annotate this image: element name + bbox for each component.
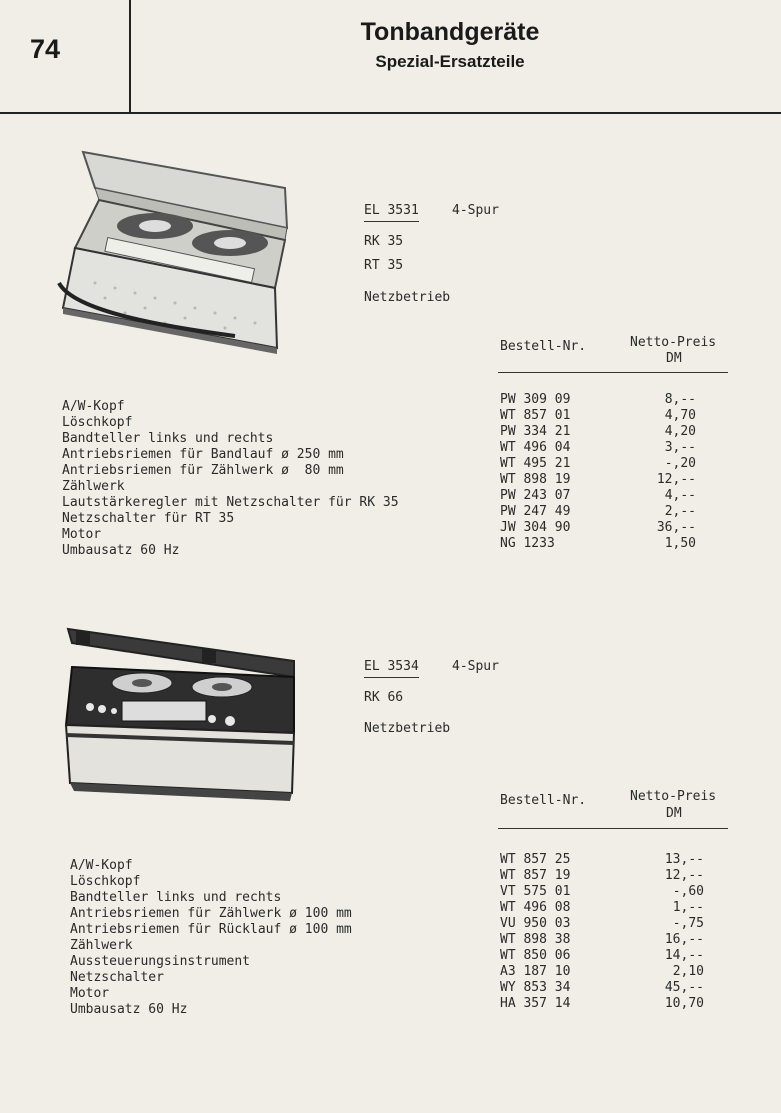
price: 3,-- [664,440,696,455]
tape-recorder-el3531-image [55,148,295,358]
order-number: PW 334 21 [500,424,571,439]
part-name: Antriebsriemen für Bandlauf ø 250 mm [62,447,344,462]
price: 1,50 [664,536,696,551]
part-name: Umbausatz 60 Hz [62,543,180,558]
order-number-header: Bestell-Nr. [500,339,587,354]
price: 2,10 [672,964,704,979]
order-number: WT 495 21 [500,456,571,471]
price: 16,-- [664,932,704,947]
price: 4,-- [664,488,696,503]
parts-list [70,858,352,1018]
model-variant: RK 66 [364,690,404,705]
price-list [620,392,696,552]
part-name: Motor [62,527,102,542]
part-name: Netzschalter für RT 35 [62,511,235,526]
track-type: 4-Spur [452,203,499,218]
part-name: Bandteller links und rechts [62,431,274,446]
order-number: NG 1233 [500,536,555,551]
part-name: Lautstärkeregler mit Netzschalter für RK 35 [62,495,399,510]
price: 4,70 [664,408,696,423]
price: -,20 [664,456,696,471]
tape-recorder-el3534-image [62,625,302,810]
parts-list [62,399,399,559]
page-subtitle: Spezial-Ersatzteile [375,52,525,71]
table-rule [498,828,728,829]
power-type: Netzbetrieb [364,721,451,736]
part-name: Bandteller links und rechts [70,890,282,905]
order-number: WT 496 04 [500,440,571,455]
part-name: Zählwerk [62,479,125,494]
order-number: WT 857 25 [500,852,571,867]
order-number: A3 187 10 [500,964,571,979]
price: 2,-- [664,504,696,519]
price: 14,-- [664,948,704,963]
table-rule [498,372,728,373]
currency-header: DM [666,806,682,821]
header-column-divider [129,0,131,113]
order-number: JW 304 90 [500,520,571,535]
order-number: WT 496 08 [500,900,571,915]
header-divider [0,112,781,114]
net-price-header: Netto-Preis [630,335,717,350]
order-number: PW 309 09 [500,392,571,407]
part-name: Löschkopf [70,874,141,889]
order-number-list [500,392,570,552]
part-name: Aussteuerungsinstrument [70,954,251,969]
part-name: Zählwerk [70,938,133,953]
model-variant: RT 35 [364,258,404,273]
order-number: WT 857 01 [500,408,571,423]
price-list [628,852,704,1012]
price: 13,-- [664,852,704,867]
part-name: A/W-Kopf [70,858,133,873]
order-number: HA 357 14 [500,996,571,1011]
order-number: VT 575 01 [500,884,571,899]
price: 36,-- [656,520,696,535]
price: 12,-- [664,868,704,883]
model-number: EL 3531 [364,203,419,222]
order-number: VU 950 03 [500,916,571,931]
part-name: Antriebsriemen für Rücklauf ø 100 mm [70,922,352,937]
order-number: WT 898 38 [500,932,571,947]
price: 45,-- [664,980,704,995]
power-type: Netzbetrieb [364,290,451,305]
part-name: A/W-Kopf [62,399,125,414]
part-name: Löschkopf [62,415,133,430]
track-type: 4-Spur [452,659,499,674]
page-number: 74 [30,34,61,64]
part-name: Umbausatz 60 Hz [70,1002,188,1017]
order-number: WY 853 34 [500,980,571,995]
price: 4,20 [664,424,696,439]
part-name: Motor [70,986,110,1001]
order-number: PW 247 49 [500,504,571,519]
price: -,75 [672,916,704,931]
price: 1,-- [672,900,704,915]
price: -,60 [672,884,704,899]
order-number-header: Bestell-Nr. [500,793,587,808]
order-number: WT 898 19 [500,472,571,487]
part-name: Antriebsriemen für Zählwerk ø 80 mm [62,463,344,478]
part-name: Antriebsriemen für Zählwerk ø 100 mm [70,906,352,921]
model-variant: RK 35 [364,234,404,249]
price: 10,70 [664,996,704,1011]
order-number: WT 857 19 [500,868,571,883]
part-name: Netzschalter [70,970,164,985]
order-number: PW 243 07 [500,488,571,503]
net-price-header: Netto-Preis [630,789,717,804]
page-title: Tonbandgeräte [360,18,540,46]
model-number: EL 3534 [364,659,419,678]
price: 12,-- [656,472,696,487]
currency-header: DM [666,351,682,366]
price: 8,-- [664,392,696,407]
order-number-list [500,852,570,1012]
order-number: WT 850 06 [500,948,571,963]
